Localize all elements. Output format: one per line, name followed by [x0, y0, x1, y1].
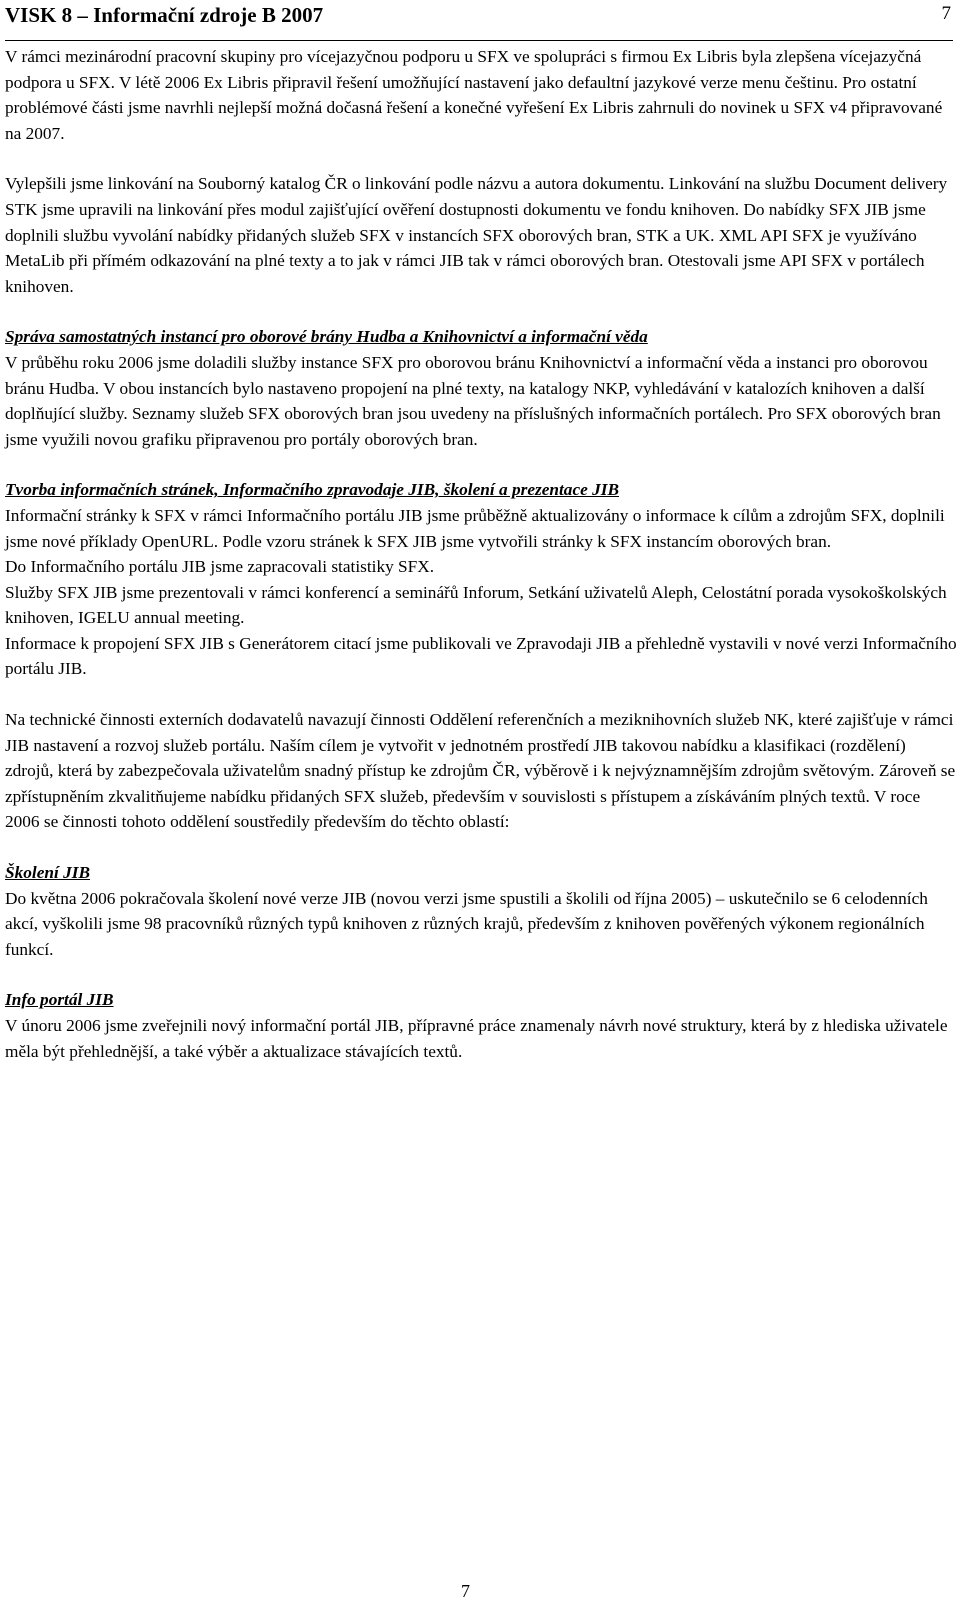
header-page-number: 7: [941, 3, 951, 24]
section-sprava: [5, 324, 957, 452]
tvorba-line-2: Do Informačního portálu JIB jsme zapracovali statistiky SFX.: [5, 557, 435, 577]
paragraph-linking: Vylepšili jsme linkování na Souborný katalog ČR o linkování podle názvu a autora dokumentu. Linkování na službu Document delivery STK jsme upravili na linkování přes modul zajišťující ověření dostupnosti dokumentu ve fondu knihoven. Do nabídky SFX JIB jsme doplnili službu vyvolání nabídky přidaných služeb SFX v instancích SFX oborových bran, STK a UK. XML API SFX je využíváno MetaLib při přímém odkazování na plné texty a to jak v rámci JIB tak v rámci oborových bran. Otestovali jsme API SFX v portálech knihoven.: [5, 174, 948, 296]
footer-page-number: 7: [461, 1581, 470, 1601]
section-skoleni: [5, 860, 957, 962]
section-heading-skoleni: Školení JIB: [5, 863, 90, 883]
section-text-sprava: V průběhu roku 2006 jsme doladili služby instance SFX pro oborovou bránu Knihovnictví a informační věda a instanci pro oborovou bránu Hudba. V obou instancích bylo nastaveno propojení na plné texty, na katalogy NKP, vyhledávání v katalozích knihoven a další doplňující služby. Seznamy služeb SFX oborových bran jsou uvedeny na příslušných informačních portálech. Pro SFX oborových bran jsme využili novou grafiku připravenou pro portály oborových bran.: [5, 352, 941, 449]
paragraph-multilingual: V rámci mezinárodní pracovní skupiny pro vícejazyčnou podporu u SFX ve spolupráci s firmou Ex Libris byla zlepšena vícejazyčná podpora u SFX. V létě 2006 Ex Libris připravil řešení umožňující nastavení jako defaultní jazykové verze menu češtinu. Pro ostatní problémové části jsme navrhli nejlepší možná dočasná řešení a konečné vyřešení Ex Libris zahrnuli do novinek u SFX v4 připravované na 2007.: [5, 47, 943, 143]
section-heading-sprava: Správa samostatných instancí pro oborové brány Hudba a Knihovnictví a informační věda: [5, 327, 648, 347]
section-heading-info-portal: Info portál JIB: [5, 990, 114, 1010]
tvorba-line-1: Informační stránky k SFX v rámci Informačního portálu JIB jsme průběžně aktualizovány o informace k cílům a zdrojům SFX, doplnili jsme nové příklady OpenURL. Podle vzoru stránek k SFX JIB jsme vytvořili stránky k SFX instancím oborových bran.: [5, 505, 945, 551]
tvorba-line-3: Služby SFX JIB jsme prezentovali v rámci konferencí a seminářů Inforum, Setkání uživatelů Aleph, Celostátní porada vysokoškolských knihoven, IGELU annual meeting.: [5, 582, 947, 628]
page-header: [5, 0, 953, 41]
section-tvorba: [5, 477, 957, 682]
document-body: [5, 44, 957, 1089]
section-info-portal: [5, 987, 957, 1064]
section-text-info-portal: V únoru 2006 jsme zveřejnili nový informační portál JIB, přípravné práce znamenaly návrh nové struktury, která by z hlediska uživatele měla být přehlednější, a také výběr a aktualizace stávajících textů.: [5, 1016, 948, 1061]
tvorba-line-4: Informace k propojení SFX JIB s Generátorem citací jsme publikovali ve Zpravodaji JIB a přehledně vystavili v nové verzi Informačního portálu JIB.: [5, 633, 957, 679]
section-text-skoleni: Do května 2006 pokračovala školení nové verze JIB (novou verzi jsme spustili a školili od října 2005) – uskutečnilo se 6 celodenních akcí, vyškolili jsme 98 pracovníků různých typů knihoven z různých krajů, především z knihoven pověřených výkonem regionálních funkcí.: [5, 888, 928, 959]
header-title: VISK 8 – Informační zdroje B 2007: [5, 3, 324, 27]
paragraph-technicke: Na technické činnosti externích dodavatelů navazují činnosti Oddělení referenčních a meziknihovních služeb NK, které zajišťuje v rámci JIB nastavení a rozvoj služeb portálu. Naším cílem je vytvořit v jednotném prostředí JIB takovou nabídku a klasifikaci (rozdělení) zdrojů, která by zabezpečovala uživatelům snadný přístup ke zdrojům ČR, výběrově i k nejvýznamnějším zdrojům světovým. Zároveň se zpřístupněním zkvalitňujeme nabídku přidaných SFX služeb, především v souvislosti s přístupem a získáváním plných textů. V roce 2006 se činnosti tohoto oddělení soustředily především do těchto oblastí:: [5, 710, 956, 832]
section-heading-tvorba: Tvorba informačních stránek, Informačního zpravodaje JIB, školení a prezentace JIB: [5, 480, 619, 500]
